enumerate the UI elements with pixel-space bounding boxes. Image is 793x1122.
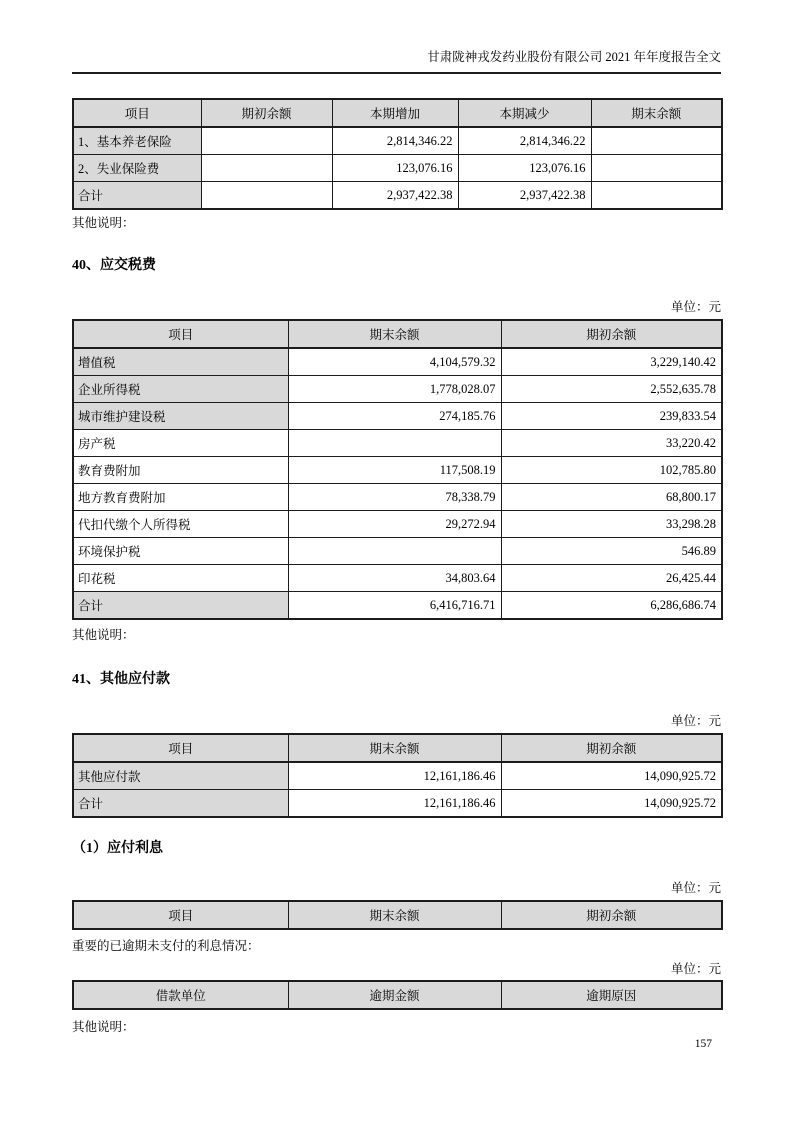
table-header-row	[73, 901, 722, 929]
table-cell: 合计	[73, 790, 288, 818]
column-header: 本期增加	[332, 99, 458, 127]
table-header-row	[73, 981, 722, 1009]
column-header: 项目	[73, 99, 201, 127]
table-cell: 2、失业保险费	[73, 155, 201, 182]
table-cell: 12,161,186.46	[288, 790, 501, 818]
table-cell: 房产税	[73, 430, 288, 457]
table-cell: 33,220.42	[501, 430, 722, 457]
table-cell	[288, 430, 501, 457]
table-cell: 代扣代缴个人所得税	[73, 511, 288, 538]
table-cell: 2,552,635.78	[501, 376, 722, 403]
table-cell: 教育费附加	[73, 457, 288, 484]
page-number: 157	[694, 1038, 712, 1050]
table-row	[73, 484, 722, 511]
interest-payable-table	[72, 900, 723, 930]
table-cell: 102,785.80	[501, 457, 722, 484]
column-header: 本期减少	[458, 99, 591, 127]
column-header: 借款单位	[73, 981, 288, 1009]
table-row	[73, 430, 722, 457]
column-header: 期初余额	[501, 734, 722, 762]
table-cell: 2,814,346.22	[332, 127, 458, 155]
section-title-40: 40、应交税费	[72, 258, 156, 273]
overdue-interest-label: 重要的已逾期未支付的利息情况：	[72, 939, 260, 953]
unit-label: 单位：元	[670, 962, 721, 976]
column-header: 项目	[73, 320, 288, 348]
section-title-interest: （1）应付利息	[72, 841, 163, 856]
other-payables-table	[72, 733, 723, 818]
table-cell: 企业所得税	[73, 376, 288, 403]
other-notes-label: 其他说明：	[72, 1020, 135, 1034]
table-total-row	[73, 592, 722, 620]
table-cell	[591, 155, 722, 182]
table-header-row	[73, 734, 722, 762]
table-cell: 环境保护税	[73, 538, 288, 565]
table-header-row	[73, 99, 722, 127]
unit-label: 单位：元	[670, 881, 721, 895]
table-row	[73, 348, 722, 376]
table-cell	[591, 127, 722, 155]
table-cell: 33,298.28	[501, 511, 722, 538]
unit-label: 单位：元	[670, 300, 721, 314]
table-cell	[591, 182, 722, 210]
document-header	[72, 50, 721, 74]
table-cell	[201, 182, 332, 210]
table-header-row	[73, 320, 722, 348]
overdue-borrowings-table	[72, 980, 723, 1010]
table-row	[73, 538, 722, 565]
table-row	[73, 762, 722, 790]
column-header: 期末余额	[288, 901, 501, 929]
table-cell: 6,286,686.74	[501, 592, 722, 620]
column-header: 期初余额	[501, 320, 722, 348]
column-header: 期末余额	[288, 320, 501, 348]
table-row	[73, 127, 722, 155]
table-total-row	[73, 790, 722, 818]
table-cell: 546.89	[501, 538, 722, 565]
column-header: 期初余额	[201, 99, 332, 127]
table-cell: 123,076.16	[458, 155, 591, 182]
column-header: 期初余额	[501, 901, 722, 929]
table-cell: 4,104,579.32	[288, 348, 501, 376]
table-row	[73, 376, 722, 403]
section-title-41: 41、其他应付款	[72, 672, 170, 687]
table-cell: 14,090,925.72	[501, 762, 722, 790]
table-cell: 12,161,186.46	[288, 762, 501, 790]
table-cell	[201, 127, 332, 155]
table-cell: 34,803.64	[288, 565, 501, 592]
column-header: 期末余额	[591, 99, 722, 127]
document-title: 甘肃陇神戎发药业股份有限公司 2021 年年度报告全文	[427, 50, 721, 64]
table-cell: 2,814,346.22	[458, 127, 591, 155]
table-cell: 6,416,716.71	[288, 592, 501, 620]
other-notes-label: 其他说明：	[72, 628, 135, 642]
table-cell	[201, 155, 332, 182]
table-cell: 26,425.44	[501, 565, 722, 592]
table-cell: 1、基本养老保险	[73, 127, 201, 155]
table-cell: 29,272.94	[288, 511, 501, 538]
table-cell: 3,229,140.42	[501, 348, 722, 376]
table-cell: 增值税	[73, 348, 288, 376]
table-cell: 合计	[73, 182, 201, 210]
other-notes-label: 其他说明：	[72, 216, 135, 230]
table-row	[73, 565, 722, 592]
column-header: 项目	[73, 901, 288, 929]
table-row	[73, 511, 722, 538]
column-header: 期末余额	[288, 734, 501, 762]
table-row	[73, 457, 722, 484]
taxes-payable-table	[72, 319, 723, 620]
table-cell: 城市维护建设税	[73, 403, 288, 430]
table-cell: 合计	[73, 592, 288, 620]
table-row	[73, 403, 722, 430]
unit-label: 单位：元	[670, 714, 721, 728]
table-cell: 274,185.76	[288, 403, 501, 430]
table-cell: 1,778,028.07	[288, 376, 501, 403]
table-cell: 其他应付款	[73, 762, 288, 790]
column-header: 逾期金额	[288, 981, 501, 1009]
table-cell: 239,833.54	[501, 403, 722, 430]
table-cell: 78,338.79	[288, 484, 501, 511]
table-cell: 2,937,422.38	[332, 182, 458, 210]
table-cell: 2,937,422.38	[458, 182, 591, 210]
table-cell: 14,090,925.72	[501, 790, 722, 818]
table-cell	[288, 538, 501, 565]
column-header: 逾期原因	[501, 981, 722, 1009]
social-insurance-table	[72, 98, 723, 210]
table-cell: 68,800.17	[501, 484, 722, 511]
table-cell: 印花税	[73, 565, 288, 592]
table-row	[73, 155, 722, 182]
table-total-row	[73, 182, 722, 210]
table-cell: 地方教育费附加	[73, 484, 288, 511]
table-cell: 123,076.16	[332, 155, 458, 182]
table-cell: 117,508.19	[288, 457, 501, 484]
column-header: 项目	[73, 734, 288, 762]
